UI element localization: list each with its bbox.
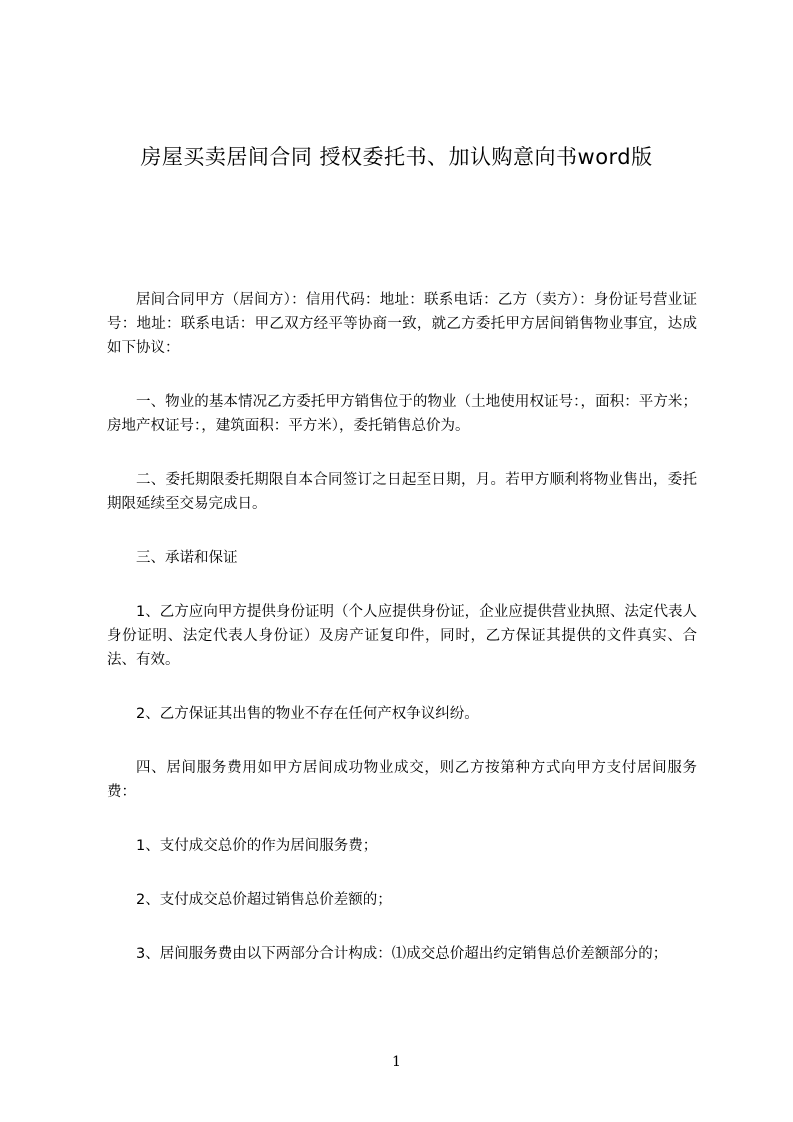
paragraph-fee-option-1: 1、支付成交总价的作为居间服务费；: [136, 838, 378, 854]
document-title: 房屋买卖居间合同 授权委托书、加认购意向书word版: [140, 145, 653, 169]
paragraph-commitments-heading: 三、承诺和保证: [136, 550, 238, 566]
paragraph-parties: 居间合同甲方（居间方）：信用代码：地址：联系电话：乙方（卖方）：身份证号营业证号：地址：联系电话：甲乙双方经平等协商一致，就乙方委托甲方居间销售物业事宜，达成如下协议：: [107, 292, 697, 356]
paragraph-fee-option-2: 2、支付成交总价超过销售总价差额的；: [136, 892, 392, 908]
paragraph-property-info: 一、物业的基本情况乙方委托甲方销售位于的物业（土地使用权证号：，面积：平方米；房地产权证号：，建筑面积：平方米），委托销售总价为。: [107, 394, 697, 434]
paragraph-service-fee: 四、居间服务费用如甲方居间成功物业成交，则乙方按第种方式向甲方支付居间服务费：: [107, 760, 697, 800]
paragraph-fee-option-3: 3、居间服务费由以下两部分合计构成：⑴成交总价超出约定销售总价差额部分的；: [136, 946, 668, 962]
paragraph-term: 二、委托期限委托期限自本合同签订之日起至日期，月。若甲方顺利将物业售出，委托期限延续至交易完成日。: [107, 472, 697, 512]
document-body: [107, 288, 697, 966]
page-number: 1: [392, 1054, 401, 1070]
paragraph-commitment-2: 2、乙方保证其出售的物业不存在任何产权争议纠纷。: [136, 706, 479, 722]
paragraph-commitment-1: 1、乙方应向甲方提供身份证明（个人应提供身份证，企业应提供营业执照、法定代表人身份证明、法定代表人身份证）及房产证复印件，同时，乙方保证其提供的文件真实、合法、有效。: [107, 604, 697, 668]
